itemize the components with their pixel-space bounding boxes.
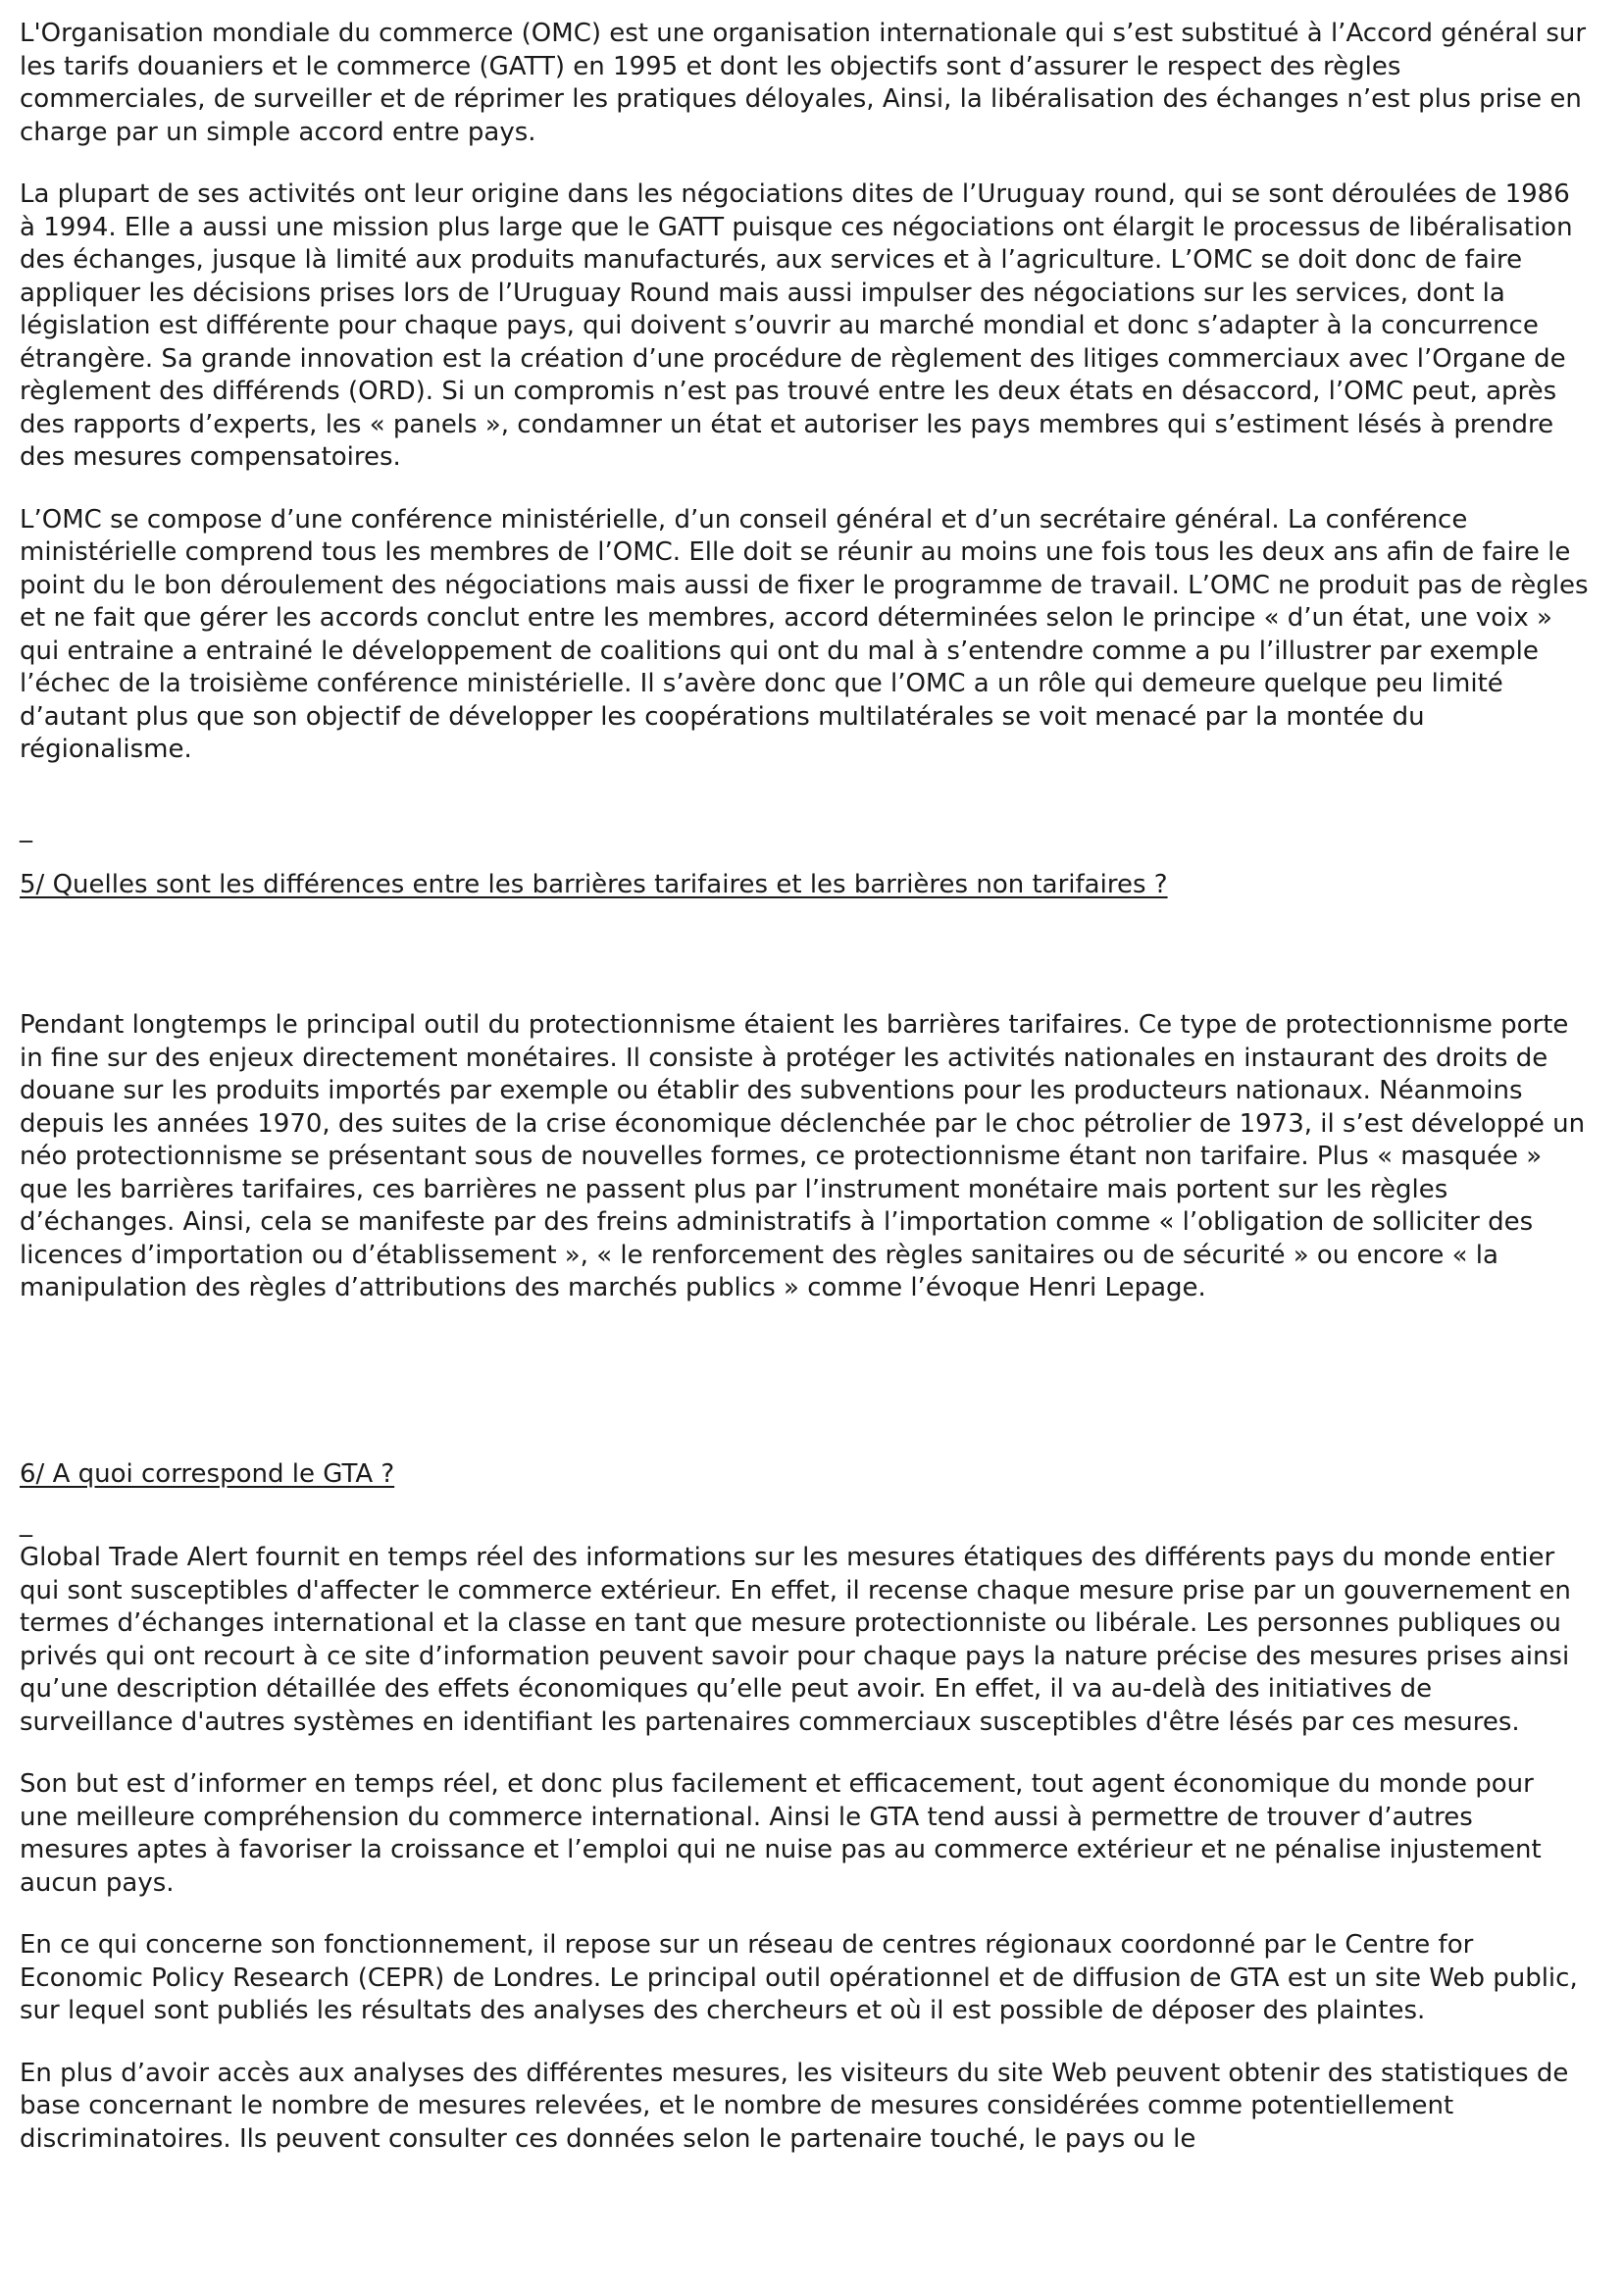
spacer <box>20 1491 1589 1512</box>
paragraph-omc-composition: L’OMC se compose d’une conférence ministérielle, d’un conseil général et d’un secrétaire général. La conférence ministérielle comprend tous les membres de l’OMC. Elle doit se réunir au moins une fois tous les deux ans afin de faire le point du le bon déroulement des négociations mais aussi de fixer le programme de travail. L’OMC ne produit pas de règles et ne fait que gérer les accords conclut entre les membres, accord déterminées selon le principe « d’un état, une voix » qui entraine a entrainé le développement de coalitions qui ont du mal à s’entendre comme a pu l’illustrer par exemple l’échec de la troisième conférence ministérielle. Il s’avère donc que l’OMC a un rôle qui demeure quelque peu limité d’autant plus que son objectif de développer les coopérations multilatérales se voit menacé par la montée du régionalisme. <box>20 504 1589 764</box>
question-5-heading: 5/ Quelles sont les différences entre les barrières tarifaires et les barrières non tarifaires ? <box>20 869 1168 899</box>
question-6-heading: 6/ A quoi correspond le GTA ? <box>20 1458 395 1489</box>
separator-mark: _ <box>20 813 32 843</box>
paragraph-gta-statistics: En plus d’avoir accès aux analyses des différentes mesures, les visiteurs du site Web peuvent obtenir des statistiques de base concernant le nombre de mesures relevées, et le nombre de mesures considérées comme potentiellement discriminatoires. Ils peuvent consulter ces données selon le partenaire touché, le pays ou le <box>20 2058 1569 2154</box>
paragraph-barrieres: Pendant longtemps le principal outil du protectionnisme étaient les barrières tarifaires. Ce type de protectionnisme porte in fine sur des enjeux directement monétaires. Il consiste à protéger les activités nationales en instaurant des droits de douane sur les produits importés par exemple ou établir des subventions pour les producteurs nationaux. Néanmoins depuis les années 1970, des suites de la crise économique déclenchée par le choc pétrolier de 1973, il s’est développé un néo protectionnisme se présentant sous de nouvelles formes, ce protectionnisme étant non tarifaire. Plus « masquée » que les barrières tarifaires, ces barrières ne passent plus par l’instrument monétaire mais portent sur les règles d’échanges. Ainsi, cela se manifeste par des freins administratifs à l’importation comme « l’obligation de solliciter des licences d’importation ou d’établissement », « le renforcement des règles sanitaires ou de sécurité » ou encore « la manipulation des règles d’attributions des marchés publics » comme l’évoque Henri Lepage. <box>20 1010 1586 1302</box>
spacer <box>20 796 1589 818</box>
spacer <box>20 1335 1589 1458</box>
paragraph-gta-definition: Global Trade Alert fournit en temps réel des informations sur les mesures étatiques des différents pays du monde entier qui sont susceptibles d'affecter le commerce extérieur. En effet, il recense chaque mesure prise par un gouvernement en termes d’échanges international et la classe en tant que mesure protectionniste ou libérale. Les personnes publiques ou privés qui ont recourt à ce site d’information peuvent savoir pour chaque pays la nature précise des mesures prises ainsi qu’une description détaillée des effets économiques qu’elle peut avoir. En effet, il va au-delà des initiatives de surveillance d'autres systèmes en identifiant les partenaires commerciaux susceptibles d'être lésés par ces mesures. <box>20 1543 1571 1737</box>
document-page <box>20 18 1589 2185</box>
paragraph-gta-functioning: En ce qui concerne son fonctionnement, il repose sur un réseau de centres régionaux coordonné par le Centre for Economic Policy Research (CEPR) de Londres. Le principal outil opérationnel et de diffusion de GTA est un site Web public, sur lequel sont publiés les résultats des analyses des chercheurs et où il est possible de déposer des plaintes. <box>20 1930 1578 2025</box>
paragraph-gta-goal: Son but est d’informer en temps réel, et donc plus facilement et efficacement, tout agent économique du monde pour une meilleure compréhension du commerce international. Ainsi le GTA tend aussi à permettre de trouver d’autres mesures aptes à favoriser la croissance et l’emploi qui ne nuise pas au commerce extérieur et ne pénalise injustement aucun pays. <box>20 1769 1542 1898</box>
paragraph-omc-definition: L'Organisation mondiale du commerce (OMC) est une organisation internationale qui s’est substitué à l’Accord général sur les tarifs douaniers et le commerce (GATT) en 1995 et dont les objectifs sont d’assurer le respect des règles commerciales, de surveiller et de réprimer les pratiques déloyales, Ainsi, la libéralisation des échanges n’est plus prise en charge par un simple accord entre pays. <box>20 19 1587 147</box>
spacer <box>20 847 1589 869</box>
separator-mark: _ <box>20 1508 32 1538</box>
paragraph-omc-uruguay-round: La plupart de ses activités ont leur origine dans les négociations dites de l’Uruguay round, qui se sont déroulées de 1986 à 1994. Elle a aussi une mission plus large que le GATT puisque ces négociations ont élargit le processus de libéralisation des échanges, jusque là limité aux produits manufacturés, aux services et à l’agriculture. L’OMC se doit donc de faire appliquer les décisions prises lors de l’Uruguay Round mais aussi impulser des négociations sur les services, dont la législation est différente pour chaque pays, qui doivent s’ouvrir au marché mondial et donc s’adapter à la concurrence étrangère. Sa grande innovation est la création d’une procédure de règlement des litiges commerciaux avec l’Organe de règlement des différends (ORD). Si un compromis n’est pas trouvé entre les deux états en désaccord, l’OMC peut, après des rapports d’experts, les « panels », condamner un état et autoriser les pays membres qui s’estiment lésés à prendre des mesures compensatoires. <box>20 179 1573 472</box>
spacer <box>20 901 1589 1009</box>
